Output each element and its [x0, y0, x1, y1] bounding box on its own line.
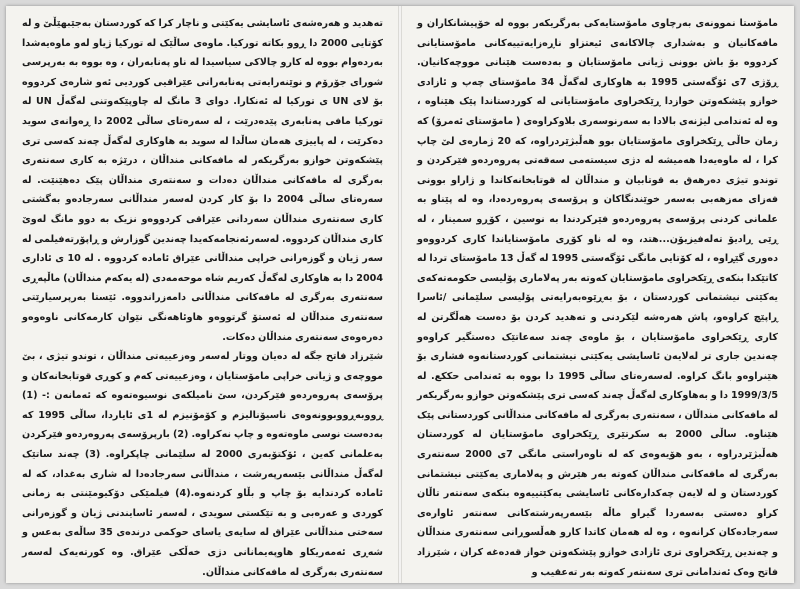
left-paragraph-1: تەهدید و هەرەشەی ئاسایشی یەکێتی و ناچار کرا کە کوردستان بەجێبهێڵێ و لە کۆتایی 2000 دا ڕوو بکاتە تورکیا. ماوەی ساڵێک لە تورکیا ژیاو لەو ماوەیەشدا بەردەوام بووە لە کارو چالاکی سیاسیدا لە ناو پەنابەران ، وە بووە بە بەرپرسی شورای جۆرۆم و نوێنەرایەتی پەنابەرانی عێراقیی کوردیی ئەو شارەی کردووە بۆ لای UN ی تورکیا لە ئەنکارا. دوای 3 مانگ لە چاوپێکەوتنی لەگەڵ UN لە تورکیا مافی پەنابەری پێدەدرێت ، لە سەرەتای ساڵی 2002 دا ڕەوانەی سوید دەکرێت ، لە پاییزی هەمان ساڵدا لە سوید بە هاوکاری لەگەڵ چەند کەسی تری پێشکەوتن خوازو بەرگریکەر لە مافەکانی منداڵان ، درێژە بە کاری سەنتەری بەرگری لە مافەکانی منداڵان دەدات و سەنتەری منداڵان پێک دەهێنێت. لە سەرەتای ساڵی 2004 دا بۆ کار کردن لەسەر منداڵانی سەرجادەو بەگشتی کاری سەنتەری منداڵان سەردانی عێراقی کردووەو نزیک بە دوو مانگ لەوێ کاری منداڵان کردووە. لەسەرئەنجامەکەیدا چەندین گوزارش و ڕاپۆرتەفیلمی لە سەر ژیان و گوزەرانی خراپی منداڵانی عێراق ئامادە کردووە . لە 10 ی ئاداری 2004 دا بە هاوکاری لەگەڵ کەریم شاه موحەمەدی (لە یەکەم منداڵان) ماڵپەڕی سەنتەری بەرگری لە مافەکانی منداڵانی دامەزراندووە. ئێستا بەرپرسیارێتی سەنتەری منداڵان لە ئەستۆ گرتووەو هاوئاهەنگی نێوان کارمەکانی ناوەوەو دەرەوەی سەنتەری منداڵان دەکات.	[22, 18, 383, 343]
left-paragraph-2: شێرزاد فاتح جگە لە دەیان ووتار لەسەر وەزعییەتی منداڵان ، توندو تیژی ، بێ مووچەی و ژیانی خراپی مامۆستایان ، وەزعییەتی کەم و کوڕی قوتابخانەکان و پرۆسەی پەروەردەو فێرکردن، سێ نامیلکەی نوسیوەتەوە کە ئەمانەن :- (1) ڕووبەڕووبوونەوەی ناسیۆنالیزم و کۆمۆنیزم لە 1ی ئایاردا، ساڵی 1995 کە بەدەست نوسی ماوەتەوە و چاپ نەکراوە. (2) بارپرۆسەی پەروەردەو فێرکردن بەعلمانی کەین ، ئۆکتۆبەری 2000 لە سلێمانی چاپکراوە. (3) چەند ساتێک لەگەڵ منداڵانی بێسەرپەرشت ، منداڵانی سەرجادەدا لە شاری بەغداد، کە لە ئامادە کردندایە بۆ چاپ و بڵاو کردنەوە.(4) فیلمێکی دۆکیومێنتی بە زمانی کوردی و عەرەبی و بە تێکستی سویدی ، لەسەر ئاسایندنی ژیان و گوزەرانی سەختی منداڵانی عێراق لە سایەی یاسای حوکمی درندەی 35 ساڵەی بەعس و شەڕی ئەمەریکاو هاوپەیمانانی دژی خەڵکی عێراق. وە کورتەیەک لەسەر سەنتەری بەرگری لە مافەکانی منداڵان.	[22, 351, 383, 578]
right-paragraph-1: مامۆستا نموونەی بەرچاوی مامۆستایەکی بەرگریکەر بووە لە خۆپیشانکاران و مافەکانیان و بەشداری چالاکانەی ئیعتزاو ناڕەزایەتییەکانی مامۆستایانی کردووە بۆ باش بوونی ژیانی مامۆستایان و بەدەست هێنانی مووچەکانیان. ڕۆژی 7ی ئۆگەستی 1995 بە هاوکاری لەگەڵ 34 مامۆستای چەپ و ئازادی خوازو پێشکەوتن خوازدا ڕێکخراوی مامۆستایانی لە کوردستاندا پێک هێناوە ، وە لە ئەندامی لیژنەی بالادا بە سەرنوسەری بلاوکراوەی ( مامۆستای ئەمرۆ) کە زمان حاڵی ڕێکخراوی مامۆستایان بوو هەڵبژێردراوە، کە 20 ژمارەی لێ چاپ کرا ، لە ماوەیەدا هەمیشە لە دژی سیستەمی سەقەتی پەروەردەو فێرکردن و توندو تیژی دەرهەق بە قوتابیان و منداڵان لە قوتابخانەکاندا و ژاراو بوونی فەزای مەزهەبی بەسەر خوێندنگاکان و پرۆسەی پەروەردەدا، وە لە پێناو بە علمانی کردنی پرۆسەی پەروەردەو فێرکردندا بە نوسین ، کۆڕو سمینار ، لە ڕێی ڕادیۆ تەلەفیزیۆن...هتد، وە لە ناو کۆڕی مامۆستایاندا کاری کردووەو دەوری گێڕاوە ، لە کۆتایی مانگی ئۆگەستی 1995 لە گەڵ 13 مامۆستای تردا لە کاتێکدا بنکەی ڕێکخراوی مامۆستایان کەوتە بەر پەلاماری پۆلیسی حکومەتەکەی یەکێتی نیشتمانی کوردستان ، بۆ بەڕێوەبەرایەتی پۆلیسی سلێمانی /ئاسرا ڕاپێچ کراوەو، پاش هەرەشە لێکردنی و تەهدید کردن بۆ دەست هەڵگرتن لە کاری ڕێکخراوی مامۆستایان ، بۆ ماوەی چەند سەعاتێک دەستگیر کراوەو چەندین جاری تر لەلایەن ئاسایشی یەکێتی نیشتمانی کوردستانەوە فشاری بۆ هێنراوەو بانگ کراوە. لەسەرەتای ساڵی 1995 دا بووە بە ئەندامی حککع. لە 1999/3/5 دا و بەهاوکاری لەگەڵ چەند کەسی تری پێشکەوتن خوازو بەرگریکەر لە مافەکانی منداڵان ، سەنتەری بەرگری لە مافەکانی منداڵانی کوردستانی پێک هێناوە. ساڵی 2000 بە سکرتێری ڕێکخراوی مامۆستایان لە کوردستان هەڵبژێردراوە ، بەو هۆیەوەی کە لە ناوەراستی مانگی 7ی 2000 سەنتەری بەرگری لە مافەکانی منداڵان کەوتە بەر هێرش و پەلاماری یەکێتی نیشتمانی کوردستان و لە لایەن چەکدارەکانی ئاسایشی یەکێتییەوە بنکەی سەنتەر تاڵان کراو دەستی بەسەردا گیراو ماڵە بێسەرپەرشتەکانی سەنتەر ئاوارەی سەرجادەکان کرانەوە ، وە لە هەمان کاتدا کارو هەڵسوڕانی سەنتەری منداڵان و چەندین ڕێکخراوی تری ئازادی خوازو پێشکەوتن خواز قەدەغە کران ، شێرزاد فاتح وەک ئەندامانی تری سەنتەر کەوتە بەر تەعقیب و	[417, 18, 779, 578]
right-page	[401, 6, 794, 583]
document-spread	[6, 6, 794, 583]
left-page	[6, 6, 399, 583]
